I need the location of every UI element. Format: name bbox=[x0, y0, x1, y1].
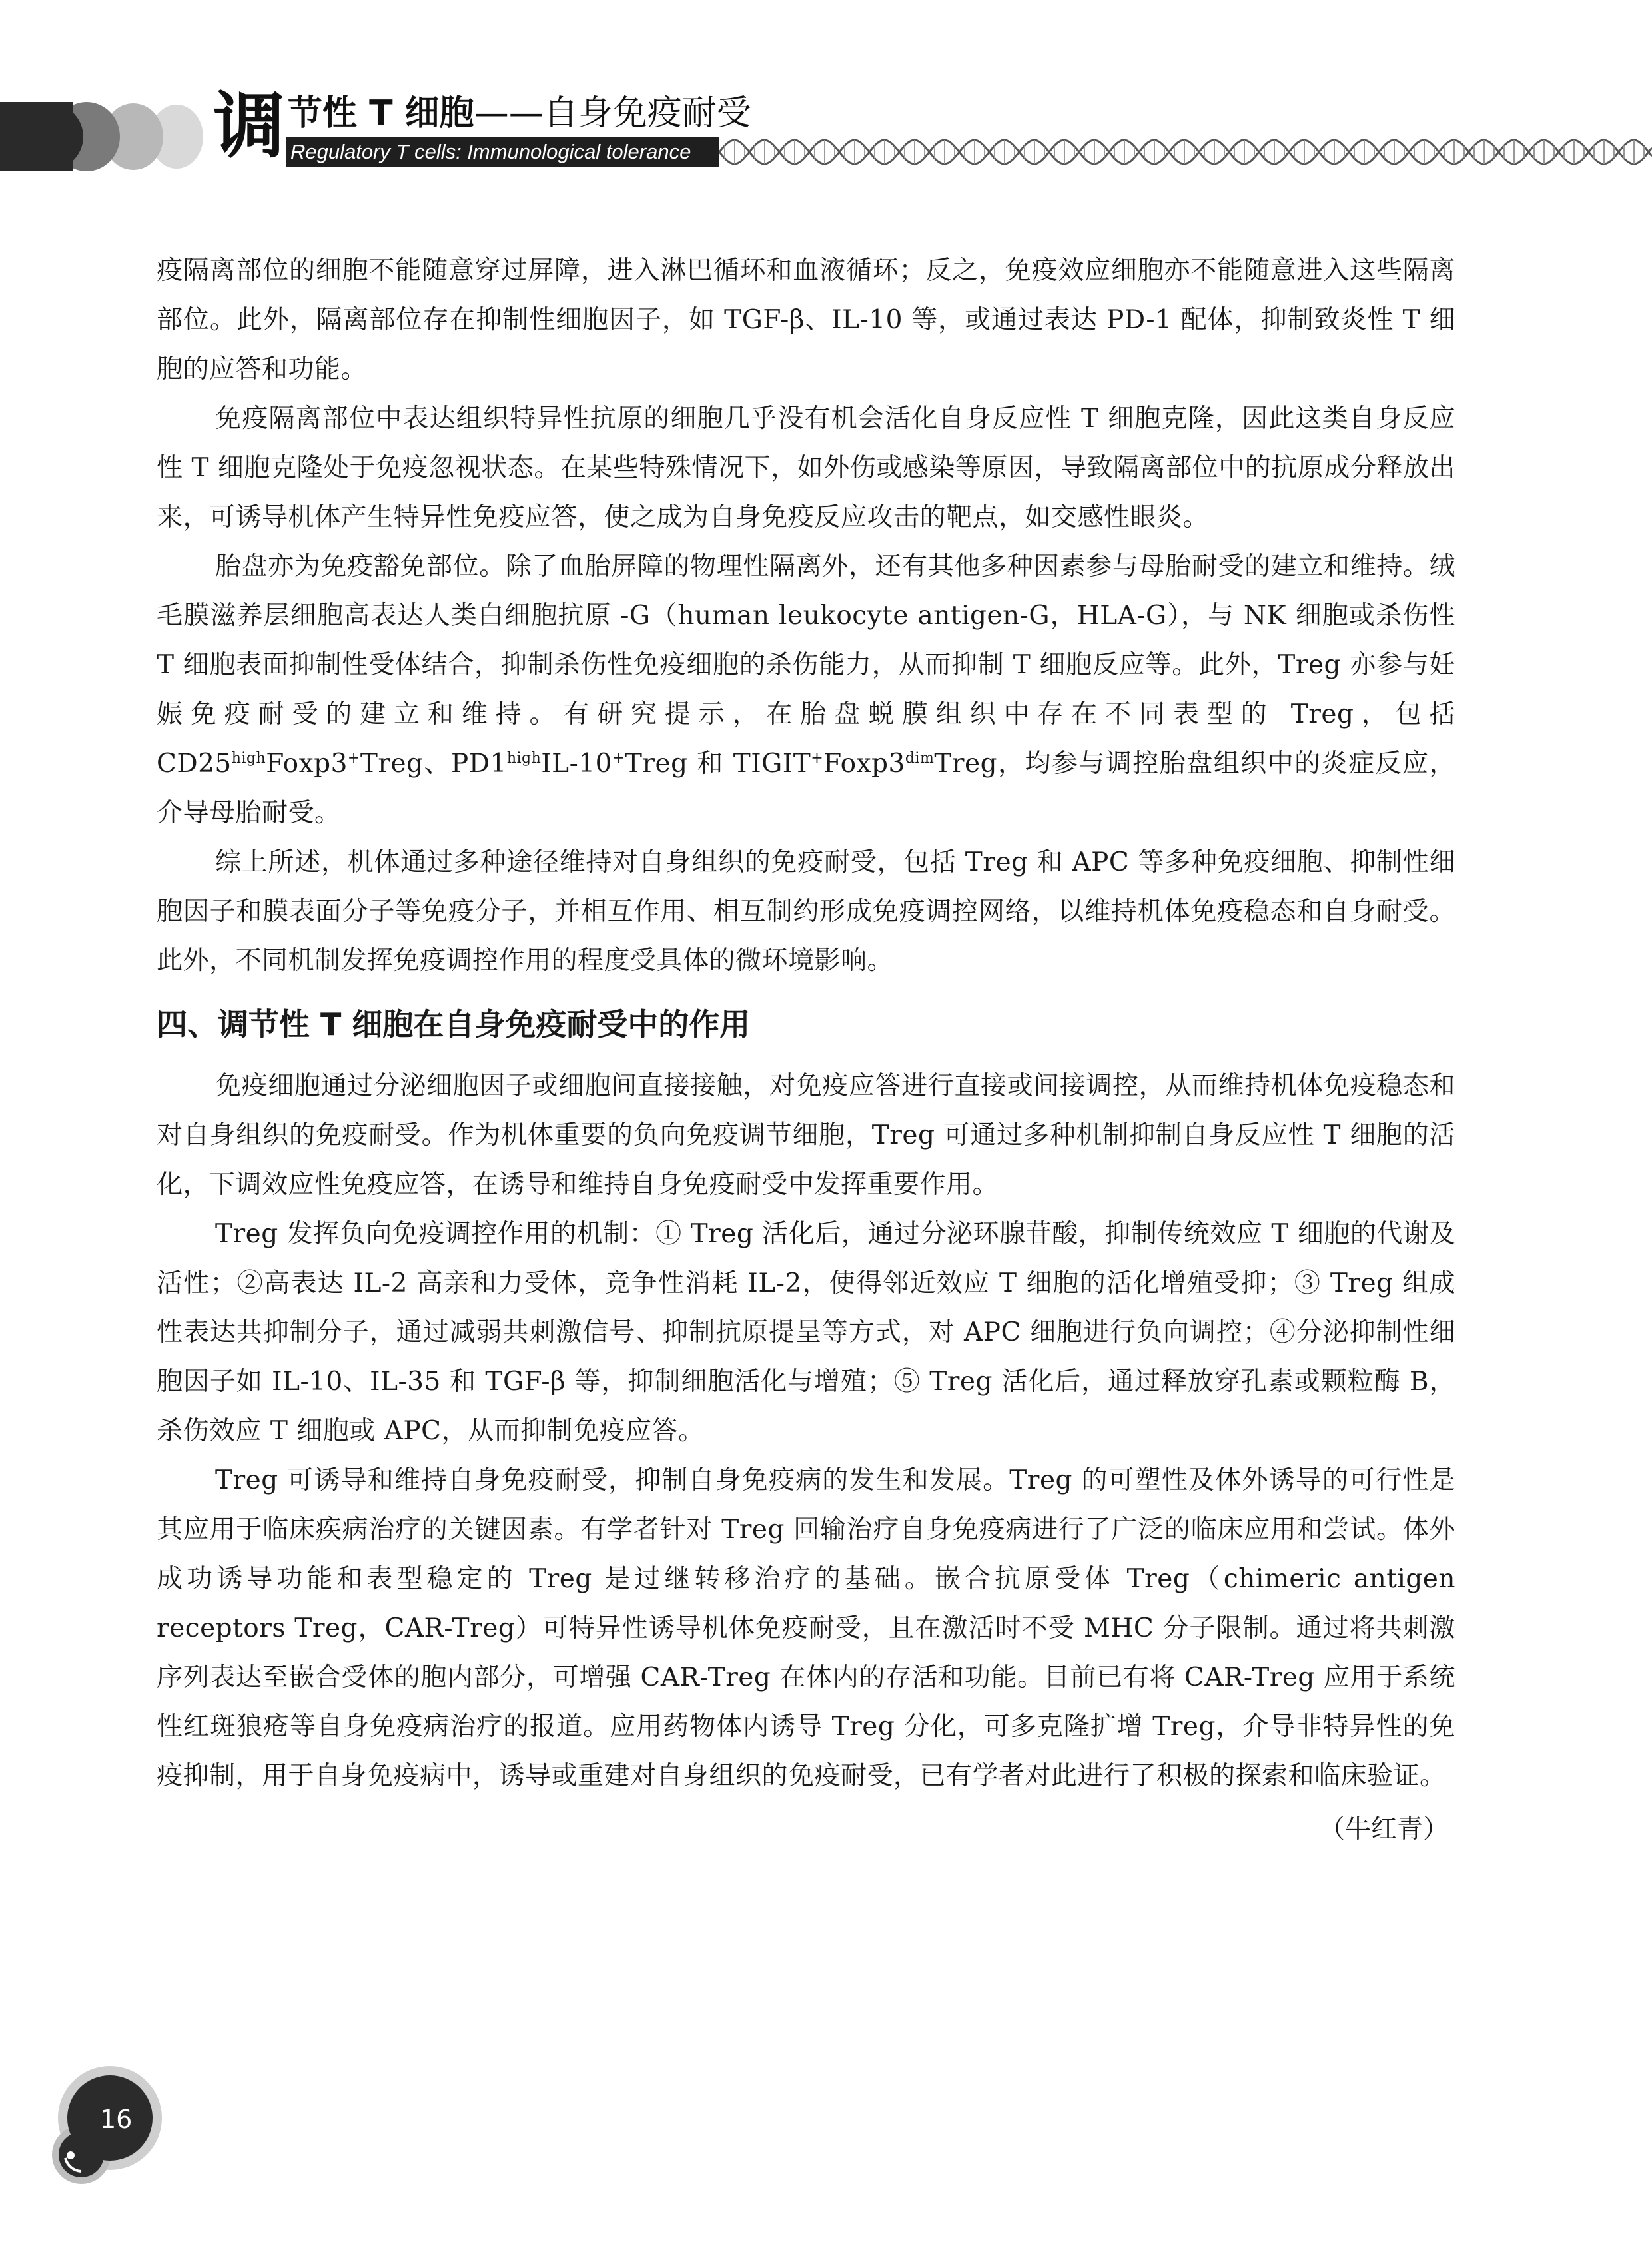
header-subtitle: Regulatory T cells: Immunological tolerance bbox=[286, 137, 719, 167]
header-title-rest: ——自身免疫耐受 bbox=[474, 93, 751, 133]
paragraph-summary: 综上所述，机体通过多种途径维持对自身组织的免疫耐受，包括 Treg 和 APC 等多种免疫细胞、抑制性细胞因子和膜表面分子等免疫分子，并相互作用、相互制约形成免疫调控网络，以维持机体免疫稳态和自身耐受。此外，不同机制发挥免疫调控作用的程度受具体的微环境影响。 bbox=[157, 847, 1455, 976]
dna-helix-icon bbox=[719, 132, 1652, 172]
paragraph-sequestered-antigen: 免疫隔离部位中表达组织特异性抗原的细胞几乎没有机会活化自身反应性 T 细胞克隆，因此这类自身反应性 T 细胞克隆处于免疫忽视状态。在某些特殊情况下，如外伤或感染等原因，导致隔离部位中的抗原成分释放出来，可诱导机体产生特异性免疫应答，使之成为自身免疫反应攻击的靶点，如交感性眼炎。 bbox=[157, 404, 1455, 532]
page-number: 16 bbox=[100, 2105, 133, 2134]
running-header bbox=[0, 73, 1652, 187]
paragraph-continued: 疫隔离部位的细胞不能随意穿过屏障，进入淋巴循环和血液循环；反之，免疫效应细胞亦不能随意进入这些隔离部位。此外，隔离部位存在抑制性细胞因子，如 TGF-β、IL-10 等，或通过表达 PD-1 配体，抑制致炎性 T 细胞的应答和功能。 bbox=[157, 256, 1455, 384]
section-heading: 四、调节性 T 细胞在自身免疫耐受中的作用 bbox=[157, 1006, 751, 1042]
header-title-bold: 节性 T 细胞 bbox=[288, 93, 474, 133]
header-title bbox=[288, 92, 751, 135]
header-decoration-icon bbox=[0, 100, 213, 173]
main-content bbox=[157, 246, 1455, 1854]
author-credit: （牛红青） bbox=[1318, 1814, 1449, 1844]
paragraph-placenta: 胎盘亦为免疫豁免部位。除了血胎屏障的物理性隔离外，还有其他多种因素参与母胎耐受的建立和维持。绒毛膜滋养层细胞高表达人类白细胞抗原 -G（human leukocyte antigen-G，HLA-G），与 NK 细胞或杀伤性 T 细胞表面抑制性受体结合，抑制杀伤性免疫细胞的杀伤能力，从而抑制 T 细胞反应等。此外，Treg 亦参与妊娠免疫耐受的建立和维持。有研究提示，在胎盘蜕膜组织中存在不同表型的 Treg，包括 $CD25^{high}Foxp3^+Treg$、$PD1^{high}IL-10^+Treg$ 和 $TIGIT^+Foxp3^{dim}Treg$，均参与调控胎盘组织中的炎症反应，介导母胎耐受。 bbox=[157, 552, 1455, 828]
paragraph-immune-regulation: 免疫细胞通过分泌细胞因子或细胞间直接接触，对免疫应答进行直接或间接调控，从而维持机体免疫稳态和对自身组织的免疫耐受。作为机体重要的负向免疫调节细胞，Treg 可通过多种机制抑制自身反应性 T 细胞的活化，下调效应性免疫应答，在诱导和维持自身免疫耐受中发挥重要作用。 bbox=[157, 1071, 1455, 1200]
paragraph-treg-mechanisms: Treg 发挥负向免疫调控作用的机制：① Treg 活化后，通过分泌环腺苷酸，抑制传统效应 T 细胞的代谢及活性；②高表达 IL-2 高亲和力受体，竞争性消耗 IL-2，使得邻近效应 T 细胞的活化增殖受抑；③ Treg 组成性表达共抑制分子，通过减弱共刺激信号、抑制抗原提呈等方式，对 APC 细胞进行负向调控；④分泌抑制性细胞因子如 IL-10、IL-35 和 TGF-β 等，抑制细胞活化与增殖；⑤ Treg 活化后，通过释放穿孔素或颗粒酶 B，杀伤效应 T 细胞或 APC，从而抑制免疫应答。 bbox=[157, 1219, 1455, 1446]
header-big-char: 调 bbox=[213, 85, 286, 168]
paragraph-treg-therapy: Treg 可诱导和维持自身免疫耐受，抑制自身免疫病的发生和发展。Treg 的可塑性及体外诱导的可行性是其应用于临床疾病治疗的关键因素。有学者针对 Treg 回输治疗自身免疫病进行了广泛的临床应用和尝试。体外成功诱导功能和表型稳定的 Treg 是过继转移治疗的基础。嵌合抗原受体 Treg（chimeric antigen receptors Treg，CAR-Treg）可特异性诱导机体免疫耐受，且在激活时不受 MHC 分子限制。通过将共刺激序列表达至嵌合受体的胞内部分，可增强 CAR-Treg 在体内的存活和功能。目前已有将 CAR-Treg 应用于系统性红斑狼疮等自身免疫病治疗的报道。应用药物体内诱导 Treg 分化，可多克隆扩增 Treg，介导非特异性的免疫抑制，用于自身免疫病中，诱导或重建对自身组织的免疫耐受，已有学者对此进行了积极的探索和临床验证。 bbox=[157, 1465, 1455, 1791]
